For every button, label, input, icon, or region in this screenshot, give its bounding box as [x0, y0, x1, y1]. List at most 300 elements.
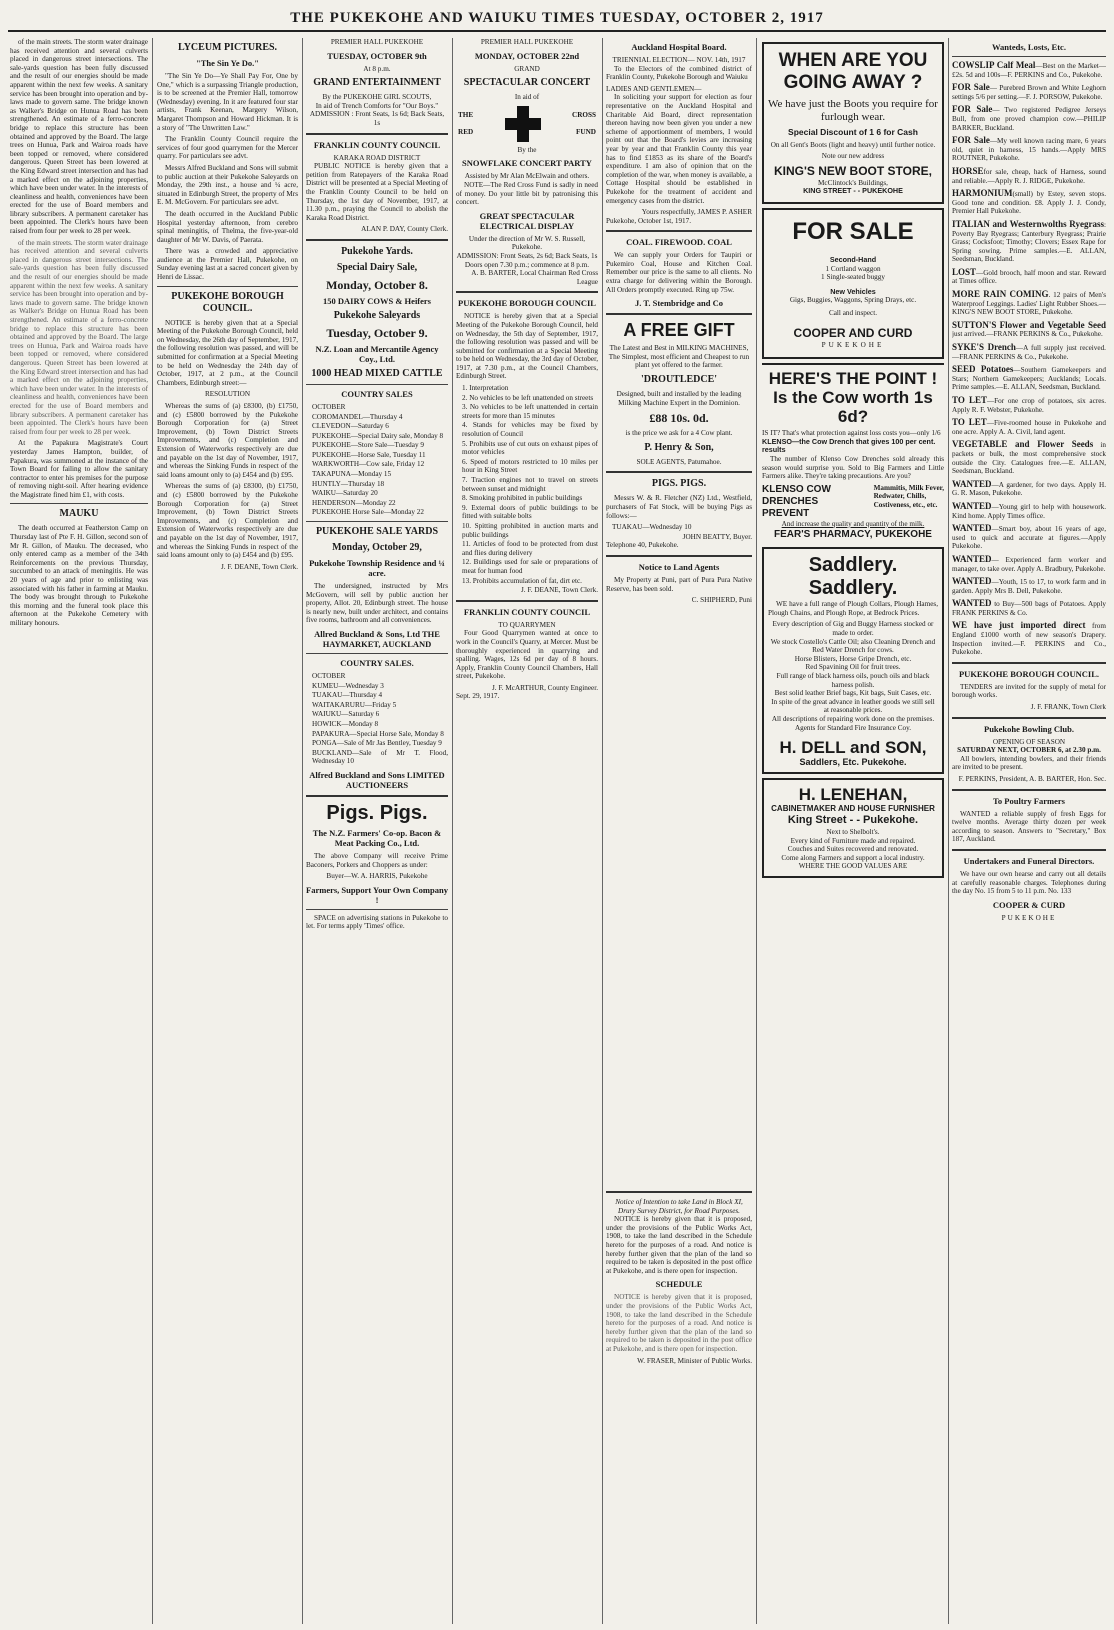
classified-title: ITALIAN and Westernwolths Ryegrass [952, 218, 1104, 229]
classified-title: LOST [952, 266, 977, 277]
section-heading: PUKEKOHE BOROUGH COUNCIL [458, 298, 596, 309]
divider [456, 291, 598, 293]
signature: A. B. BARTER, Local Chairman Red Cross League [471, 269, 598, 286]
ad-subheading: We have just the Boots you require for furlough wear. [768, 98, 938, 123]
price: £88 10s. 0d. [649, 411, 709, 426]
classified-title: HARMONIUM [952, 188, 1013, 199]
ad-line: Red Spavining Oil for fruit trees. [805, 663, 901, 672]
hall-line: PREMIER HALL PUKEKOHE [330, 38, 424, 46]
ad-line: Note our new address [821, 152, 885, 161]
classified-text: —A full supply just received.—FRANK PERKINS & Co., Pukekohe. [952, 344, 1106, 361]
column-1 [10, 38, 148, 1624]
firm-name: FEAR'S PHARMACY, PUKEKOHE [774, 529, 932, 541]
column-rule [152, 38, 153, 1624]
event-aid: In aid of [514, 93, 540, 102]
list-item: Mammitis, Milk Fever, [873, 483, 944, 492]
pigs-heading: Pigs. Pigs. [326, 801, 428, 824]
divider [606, 1191, 752, 1193]
divider [606, 471, 752, 473]
firm-name: P. Henry & Son, [644, 441, 714, 453]
classified-text: —A gardener, for two days. Apply H. G. R. Mason, Pukekohe. [952, 480, 1106, 498]
firm-street: King Street - - Pukekohe. [787, 814, 919, 827]
red-cross-word-the: THE [458, 111, 474, 120]
section-heading: LYCEUM PICTURES. [177, 42, 278, 53]
divider [456, 600, 598, 602]
list-item: HOWICK—Monday 8 [312, 719, 379, 728]
classified-item [952, 83, 1106, 101]
notice-text: All bowlers, intending bowlers, and their friends are invited to be present. [952, 754, 1106, 772]
list-item: 9. External doors of public buildings to be fitted with suitable bolts [462, 503, 598, 521]
article-paragraph: Whereas the sums of (a) £8300, (b) £1750, and (c) £5800 borrowed by the Pukekohe Borough Corporation for (a) Street Improvement, (b) Town District Streets Improvements, and (c) Completion and Extension of Waterworks respectively are due and payable on the 1st day of November, 1917, and whereas the Sinking Funds in respect of the said loans amount only to (a) £454 and (b) £95. [157, 482, 298, 560]
column-rule [602, 38, 603, 1624]
list-item: HENDERSON—Monday 22 [312, 498, 396, 507]
section-heading: To Poultry Farmers [993, 795, 1065, 806]
red-cross-block [458, 106, 596, 142]
store-sub: McClintock's Buildings, [818, 178, 888, 187]
list-item: 7. Traction engines not to travel on streets between sunset and midnight [462, 476, 598, 493]
divider [952, 849, 1106, 851]
article-paragraph: of the main streets. The storm water drainage has received attention and several culverts placed in dangerous street intersections. The sale-yards question has been fully discussed and the result of our energies should be made apparent within the next few weeks. A sanitary service has been brought into operation and by-laws made to govern same. The bridge known as Walker's Bridge on Hunua Road has been strengthened. An estimate of a ferro-concrete bridge to replace this structure has been obtained and approved by the Board. The large trees on Hunua, Park and Wairoa roads have been topped or removed, where considered dangerous. Queen Street has been lowered at the King Edward street intersection and has had a marked effect on the adjoining properties, which have been under water. In the interests of cleanliness and health, conveniences have been erected for the use of Board members and library subscribers. A permanent caretaker has been appointed. The Clerk's hours have been raised from four per week to 28 per week. [10, 238, 148, 436]
list-item: 11. Articles of food to be protected from dust and flies during delivery [462, 540, 598, 557]
signature: J. F. McARTHUR, County Engineer. [491, 683, 598, 692]
firm-name: J. T. Stembridge and Co [634, 298, 723, 309]
column-3 [306, 38, 448, 1624]
event-date: SATURDAY NEXT, OCTOBER 6, at 2.30 p.m. [957, 746, 1101, 755]
classified-text: —Smart boy, about 16 years of age, used to quick and accurate at figures.—Apply Pukekohe. [952, 525, 1106, 551]
section-heading: Notice to Land Agents [638, 561, 720, 572]
section-heading: Pukekohe Bowling Club. [984, 723, 1074, 734]
section-heading: FRANKLIN COUNTY COUNCIL [463, 606, 591, 617]
ad-line: Every kind of Furniture made and repaired. [790, 836, 916, 845]
firm-sub: Saddlers, Etc. Pukekohe. [799, 757, 907, 768]
classified-title: VEGETABLE and Flower Seeds [952, 439, 1094, 450]
sale-heading: Special Dairy Sale, [336, 261, 418, 273]
classified-item [952, 555, 1106, 573]
ad-line: Gigs, Buggies, Waggons, Spring Drays, etc. [789, 296, 917, 305]
section-subheading: TRIENNIAL ELECTION— NOV. 14th, 1917 [612, 56, 746, 64]
section-heading: COUNTRY SALES. [340, 658, 414, 668]
classified-text: . 12 pairs of Men's Waterproof Leggings. Ladies' Light Rubber Shoes.—KING'S NEW BOOT STORE, Pukekohe. [952, 291, 1106, 317]
list-item: TAKAPUNA—Monday 15 [312, 470, 392, 479]
firm-town: PUKEKOHE [1001, 913, 1057, 922]
classified-title: WANTED [952, 478, 992, 489]
ad-line: In spite of the great advance in leather goods we still sell at reasonable prices. [771, 697, 935, 715]
notice-text: In soliciting your support for election as four representative on the Auckland Hospital and Charitable Aid Board, direct representation thereon having now been given you under a new scheme of apportionment of members, I would point out that the Board's levies are increasing year by year and that Franklin County this year has to find £1853 as its share of the Board's expenditure. I am also of opinion that on the completion of the war, when money is available, a Cottage Hospital should be established in Pukekohe for the treatment of accident and emergency cases from the district. [606, 93, 752, 205]
classified-title: FOR Sale [952, 82, 990, 93]
article-paragraph: There was a crowded and appreciative audience at the Premier Hall, Pukekohe, on Sunday evening last at a sacred concert given by Henri de Lissac. [157, 247, 298, 282]
red-cross-word-red: RED [458, 127, 474, 136]
list-item: TUAKAU—Thursday 4 [312, 691, 383, 700]
red-cross-word-cross: CROSS [572, 111, 596, 120]
sale-date: Monday, October 8. [326, 277, 428, 292]
list-item: BUCKLAND—Sale of Mr T. Flood, Wednesday 10 [312, 748, 448, 766]
column-rule [302, 38, 303, 1624]
list-item: WAITAKARURU—Friday 5 [312, 700, 397, 709]
list-item: 3. No vehicles to be left unattended in certain streets for more than 15 minutes [462, 403, 598, 420]
classified-item [952, 105, 1106, 132]
list-item: HUNTLY—Thursday 18 [312, 479, 385, 488]
classified-title: COWSLIP Calf Meal [952, 60, 1036, 70]
boots-ad [762, 42, 944, 204]
store-name: KING'S NEW BOOT STORE, [774, 163, 932, 178]
public-works-notice [606, 1186, 752, 1624]
notice-date: Pukekohe, October 1st, 1917. [606, 216, 692, 225]
firm-town: PUKEKOHE [821, 340, 885, 349]
ad-line: And increase the quality and quantity of the milk. [781, 519, 925, 528]
classified-title: FOR Sale [952, 104, 993, 115]
section-subheading: "The Sin Ye Do." [196, 58, 259, 68]
firm-sub: CABINETMAKER AND HOUSE FURNISHER [771, 803, 935, 813]
ad-line: Full range of black harness oils, pouch oils and black harness polish. [776, 672, 930, 689]
classified-item [952, 268, 1106, 286]
list-item: PUKEKOHE—Horse Sale, Tuesday 11 [312, 450, 426, 459]
saddlery-ad [762, 547, 944, 774]
store-street: KING STREET - - PUKEKOHE [803, 186, 903, 196]
firm-name: N.Z. Loan and Mercantile Agency Coy., Ltd. [315, 343, 439, 364]
section-subheading: OPENING OF SEASON [992, 737, 1066, 746]
classified-title: WANTED [952, 523, 992, 534]
ad-line: Horse Blisters, Horse Gripe Drench, etc. [794, 654, 912, 663]
event-aid: In aid of Trench Comforts for "Our Boys." [315, 101, 439, 110]
classified-item [952, 189, 1106, 216]
firm-name: The N.Z. Farmers' Co-op. Bacon & Meat Packing Co., Ltd. [312, 827, 442, 848]
divider [952, 662, 1106, 664]
list-item: PUKEKOHE—Store Sale—Tuesday 9 [312, 441, 424, 450]
notice-text: TENDERS are invited for the supply of metal for borough works. [952, 682, 1106, 700]
divider [306, 521, 448, 522]
classified-text: —Southern Gamekeepers and Stars; Northern Gamekeepers; Aucklands; Locals. Prime samples.—E. ALLAN, Seedsman, Buckland. [952, 366, 1106, 392]
classified-item [952, 577, 1106, 595]
ad-heading: Saddlery. Saddlery. [808, 554, 898, 600]
classified-item [952, 418, 1106, 436]
list-item: PUKEKOHE Horse Sale—Monday 22 [312, 508, 424, 517]
ad-line: Agents for Standard Fire Insurance Coy. [794, 723, 912, 732]
section-heading: PIGS. PIGS. [651, 478, 707, 490]
ad-line: On all Gent's Boots (light and heavy) until further notice. [770, 140, 936, 149]
section-heading: Undertakers and Funeral Directors. [963, 855, 1095, 866]
classified-title: FOR Sale [952, 135, 990, 146]
list-item: PONGA—Sale of Mr Jas Bentley, Tuesday 9 [312, 739, 442, 748]
section-heading: Pukekohe Saleyards [333, 309, 421, 321]
article-paragraph: The death occurred at Featherston Camp on Thursday last of Pte F. H. Gillon, second son of Mr R. Gillon, of Mauku. The deceased, who only entered camp as a member of the 34th Reinforcements on the previous Thursday, succumbed to an attack of meningitis. He was 20 years of age and prior to enlisting was associated with his father in farming at Mauku. The body was brought through to Pukekohe this morning and the funeral took place this afternoon at the Pukekohe Cemetery with military honours. [10, 524, 148, 627]
notice-text: SPACE on advertising stations in Pukekohe to let. For terms apply 'Times' office. [306, 913, 448, 931]
firm-name: COOPER & CURD [992, 899, 1066, 910]
event-admission: ADMISSION: Front Seats, 2s 6d; Back Seats, 1s [456, 251, 598, 260]
classified-text: —Best on the Market—£2s. 5d and 100s—F. PERKINS and Co., Pukekohe. [952, 62, 1106, 79]
notice-date: Sept. 29, 1917. [456, 692, 500, 701]
classified-text: —Five-roomed house in Pukekohe and one acre. Apply A. A. Civil, land agent. [952, 419, 1106, 436]
section-heading: PUKEKOHE SALE YARDS [315, 526, 439, 538]
classified-text: to Buy—500 bags of Potatoes. Apply FRANK PERKINS & Co. [952, 600, 1106, 617]
agent-line: Buyer—W. A. HARRIS, Pukekohe [326, 872, 428, 881]
section-heading: Pukekohe Yards. [341, 245, 413, 257]
event-title: SPECTACULAR CONCERT [463, 77, 591, 89]
notice-text: NOTE—The Red Cross Fund is sadly in need of money. Do your little bit by patronising this concert. [456, 180, 598, 207]
classified-text: : Poverty Bay Ryegrass; Canterbury Ryegrass; Prairie Grass; Cocksfoot; Timothy; Clovers; Essex Rape for Spring sowing. Prime samples.—E. ALLAN, Seedsman, Buckland. [952, 220, 1106, 264]
lenehan-ad [762, 778, 944, 878]
ad-line: 1 Cortland waggon [825, 264, 881, 273]
section-heading: COUNTRY SALES [341, 388, 413, 399]
list-item: WAIKU—Saturday 20 [312, 489, 378, 498]
ad-line: Special Discount of 1 6 for Cash [788, 127, 918, 137]
classified-title: WANTED [952, 576, 992, 587]
sale-line: 150 DAIRY COWS & Heifers [323, 295, 431, 306]
section-heading: Wanteds, Losts, Etc. [992, 42, 1066, 52]
section-heading: PUKEKOHE BOROUGH COUNCIL. [171, 290, 284, 314]
column-7 [952, 38, 1106, 1624]
ad-line: Call and inspect. [828, 308, 878, 317]
firm-sub: SOLE AGENTS, Patumahoe. [636, 457, 722, 466]
ad-line: KLENSO—the Cow Drench that gives 100 per cent. results [762, 436, 936, 455]
sale-date: Monday, October 29, [332, 542, 422, 554]
signature: J. F. DEANE, Town Clerk. [220, 562, 298, 571]
divider [306, 239, 448, 241]
classified-text: —My well known racing mare, 6 years old, quiet in harness, 15 hands.—Apply MRS ROUTNER, Pukekohe. [952, 137, 1106, 163]
list-item: PAPAKURA—Special Horse Sale, Monday 8 [312, 729, 444, 738]
divider [606, 313, 752, 315]
ad-line: WHERE THE GOOD VALUES ARE [798, 862, 908, 871]
classified-item [952, 220, 1106, 264]
event-display: GREAT SPECTACULAR ELECTRICAL DISPLAY [479, 210, 575, 231]
phone-line: Telephone 40, Pukekohe. [606, 541, 679, 550]
section-subheading: TO QUARRYMEN [498, 620, 556, 629]
firm-name: H. LENEHAN, [798, 784, 908, 804]
column-4 [456, 38, 598, 1624]
ad-line: Next to Shelbolt's. [826, 827, 880, 836]
ad-heading: HERE'S THE POINT ! [768, 369, 938, 389]
classified-title: TO LET [952, 395, 987, 405]
classified-title: SUTTON'S Flower and Vegetable Seed [952, 319, 1106, 330]
list-item: 8. Smoking prohibited in public buildings [462, 494, 583, 503]
classified-item [952, 524, 1106, 551]
signature: J. F. FRANK, Town Clerk [1030, 703, 1106, 712]
red-cross-word-fund: FUND [576, 127, 596, 136]
sale-line: Pukekohe Township Residence and ¼ acre. [309, 558, 445, 579]
signature: W. FRASER, Minister of Public Works. [637, 1356, 752, 1365]
notice-text: Four Good Quarrymen wanted at once to work in the Council's Quarry, at Mercer. Must be thoroughly experienced in quarrying and spalling. Wages, 12s 6d per day of 8 hours. Apply, Franklin County Council Chambers, Hall street, Pukekohe. [456, 629, 598, 681]
ad-line: Couches and Suites recovered and renovated. [787, 845, 919, 854]
ad-line: 1 Single-seated buggy [821, 273, 885, 282]
column-2 [157, 38, 298, 1624]
for-sale-ad [762, 208, 944, 359]
list-item: 1. Interpretation [462, 384, 509, 393]
divider [306, 133, 448, 135]
classified-text: — Two registered Pedigree Jerseys Bull, from one proved champion cow.—PHILIP BARKER, Buckland. [952, 106, 1106, 132]
article-paragraph: At the Papakura Magistrate's Court yesterday James Hampton, builder, of Papakura, was summoned at the instance of the Town Board for failing to allow the sanitary contractor to enter his premises for the purpose of removing night-soil. After hearing evidence the Magistrate fined him £1, with costs. [10, 439, 148, 499]
sale-date: Tuesday, October 9. [326, 325, 428, 340]
classified-title: MORE RAIN COMING [952, 289, 1049, 300]
notice-text: Messrs W. & R. Fletcher (NZ) Ltd., Westfield, purchasers of Fat Stock, will be buying Pigs as follows:— [606, 494, 752, 520]
section-heading: Auckland Hospital Board. [631, 42, 727, 52]
classified-text: —Gold brooch, half moon and star. Reward at Times office. [952, 268, 1106, 286]
event-assisted: Assisted by Mr Alan McElwain and others. [464, 172, 590, 181]
notice-text: The Latest and Best in MILKING MACHINES, The Simplest, most efficient and Cheapest to run plant yet offered to the farmer. [608, 344, 750, 370]
list-item: PUKEKOHE—Special Dairy sale, Monday 8 [312, 431, 444, 440]
list-item: 13. Prohibits accumulation of fat, dirt etc. [462, 576, 582, 585]
divider [306, 653, 448, 654]
divider [157, 286, 298, 287]
classified-title: WANTED [952, 598, 992, 609]
classified-title: SYKE'S Drench [952, 342, 1016, 353]
firm-name: COOPER AND CURD [793, 325, 913, 340]
divider [606, 555, 752, 557]
ad-heading: FOR SALE [792, 217, 914, 245]
ad-line: Best solid leather Brief bags, Kit bags, Suit Cases, etc. [774, 689, 932, 698]
classified-title: WANTED [952, 500, 992, 511]
classified-title: WE have just imported direct [952, 620, 1086, 631]
event-title: GRAND ENTERTAINMENT [313, 77, 441, 89]
firm-name: Alfred Buckland and Sons LIMITED AUCTIONEERS [309, 769, 445, 790]
event-date: MONDAY, OCTOBER 22nd [474, 50, 580, 61]
column-rule [948, 38, 949, 1624]
notice-text: To the Electors of the combined district of Franklin County, Pukekohe Borough and Waiuku [606, 64, 752, 82]
classified-title: SEED Potatoes [952, 364, 1014, 375]
notice-text: NOTICE is hereby given that it is proposed, under the provisions of the Public Works Act, 1908, to take the land described in the Schedule hereto for the purposes of a road. And notice is hereby further given that the plan of the land so required to be taken is deposited in the post office at Pukekohe, and is there open for inspection. [606, 1215, 752, 1275]
section-heading: MAUKU [59, 508, 99, 520]
wanteds-list [952, 61, 1106, 657]
signature: F. PERKINS, President, A. B. BARTER, Hon. Sec. [958, 775, 1106, 783]
classified-text: — Purebred Brown and White Leghorn settings 5/6 per setting.—F. J. PORSOW, Pukekohe. [952, 84, 1106, 101]
classified-title: TO LET [952, 417, 987, 428]
article-paragraph: The Franklin County Council require the services of four good quarrymen for the Mercer quarry. For particulars see advt. [157, 135, 298, 161]
divider [606, 230, 752, 232]
ad-line: Every description of Gig and Buggy Harness stocked or made to order. [772, 620, 934, 638]
list-item: WARKWORTH—Cow sale, Friday 12 [312, 460, 425, 469]
list-item: 5. Prohibits use of cut outs on exhaust pipes of motor vehicles [462, 439, 598, 457]
signature: JOHN BEATTY, Buyer. [682, 532, 752, 541]
signature: Yours respectfully, JAMES P. ASHER [641, 208, 752, 217]
classified-text: just arrived.—FRANK PERKINS & Co., Pukekohe. [952, 330, 1103, 339]
section-heading: Notice of Intention to take Land in Block XI, Drury Survey District, for Road Purposes. [615, 1198, 743, 1215]
resolution-heading: RESOLUTION [204, 390, 251, 399]
article-paragraph: NOTICE is hereby given that at a Special Meeting of the Pukekohe Borough Council, held on Wednesday, the 26th day of September, 1917, the following resolution was passed, and will be submitted for confirmation at a Special Meeting to be held on Wednesday the 24th day of October, 1917, at 2 p.m., at the Council Chambers, Edinburgh street:— [157, 318, 298, 387]
klenso-ad [762, 363, 944, 541]
ad-heading: A FREE GIFT [623, 320, 735, 341]
event-by: By the [517, 145, 537, 154]
section-heading: PUKEKOHE BOROUGH COUNCIL. [958, 668, 1100, 679]
column-5 [606, 38, 752, 1180]
notice-text: PUBLIC NOTICE is hereby given that a petition from Ratepayers of the Karaka Road District will be presented at a Special Meeting of the Franklin County Council to be held on Thursday, the 1st day of November, 1917, at 11.30 p.m., praying the Council to abolish the Karaka Road District. [306, 162, 448, 222]
ad-line: All descriptions of repairing work done on the premises. [771, 715, 935, 723]
firm-name: H. DELL and SON, [779, 738, 927, 758]
article-paragraph: "The Sin Ye Do—Ye Shall Pay For, One by One," which is a surpassing Triangle production, is to be screened at the Premier Hall, tomorrow (Wednesday) evening. In it are featured four star artists, Frank Keenan, Margery Wilson, Margaret Thompson and Howard Hickman. It is a story of "The Unwritten Law." [157, 72, 298, 132]
classified-text: — Experienced farm worker and manager, to take over. Apply A. Bradbury, Pukekohe. [952, 555, 1106, 573]
list-item: COROMANDEL—Thursday 4 [312, 412, 403, 421]
ad-text: WE have a full range of Plough Collars, Plough Hames, Plough Chains, and Plough Rope, at Bedrock Prices. [768, 600, 938, 617]
notice-text: Designed, built and installed by the leading Milking Machine Expert in the Dominion. [616, 390, 742, 407]
event-admission: ADMISSION : Front Seats, 1s 6d; Back Seats, 1s [309, 110, 445, 127]
event-date: TUESDAY, OCTOBER 9th [327, 50, 427, 61]
red-cross-icon [505, 106, 541, 142]
classified-item [952, 365, 1106, 392]
masthead: THE PUKEKOHE AND WAIUKU TIMES TUESDAY, OCTOBER 2, 1917 [8, 6, 1106, 32]
ad-heading: Is the Cow worth 1s 6d? [773, 388, 933, 427]
firm-name: Allred Buckland & Sons, Ltd THE HAYMARKET, AUCKLAND [314, 629, 440, 649]
classified-title: WANTED [952, 553, 992, 564]
list-item: 4. Stands for vehicles may be fixed by resolution of Council [462, 421, 598, 439]
list-item: TUAKAU—Wednesday 10 [612, 523, 692, 532]
event-doors: Doors open 7.30 p.m.; commence at 8 p.m. [464, 260, 590, 269]
schedule-heading: SCHEDULE [655, 1279, 703, 1290]
signature: C. SHIPHERD, Puni [691, 596, 752, 605]
classified-text: from England £1000 worth of new season's Drapery. Inspection invited.—F. PERKINS and Co., Pukekohe. [952, 622, 1106, 657]
ad-line: Second-Hand [829, 254, 877, 264]
article-paragraph: Whereas the sums of (a) £8300, (b) £1750, and (c) £5800 borrowed by the Pukekohe Borough Corporation for (a) Street Improvement, (b) Town District Streets Improvements, and (c) Completion and Extension of Waterworks respectively are due and payable on the 1st day of November, 1917, and whereas the Sinking Funds in respect of the said loans amount only to (a) £454 and (b) £95. [157, 402, 298, 479]
list-item: OCTOBER [312, 672, 346, 680]
divider [306, 909, 448, 910]
slogan: Farmers, Support Your Own Company ! [306, 884, 448, 905]
article-paragraph: The death occurred in the Auckland Public Hospital yesterday afternoon, from cerebro spinal meningitis, of Thelma, the five-year-old daughter of Mr W. Davis, of Paerata. [157, 209, 298, 244]
event-by: By the PUKEKOHE GIRL SCOUTS, [322, 93, 432, 102]
list-item: OCTOBER [312, 402, 346, 411]
classified-item [952, 167, 1106, 185]
classified-item [952, 480, 1106, 498]
classified-item [952, 502, 1106, 520]
classified-item [952, 61, 1106, 79]
divider [952, 789, 1106, 791]
classified-item [952, 621, 1106, 656]
list-item: Redwater, Chills, [873, 492, 927, 501]
classified-title: HORSE [952, 165, 984, 176]
classified-text: for sale, cheap, hack of Harness, sound and reliable.—Apply R. J. RIDGE, Pukekohe. [952, 167, 1106, 185]
salutation: LADIES AND GENTLEMEN— [606, 84, 702, 93]
product-name: KLENSO COW DRENCHES PREVENT [762, 483, 831, 519]
ad-line: IS IT? That's what protection against loss costs you—only 1/6 [762, 429, 941, 438]
product-name: 'DROUTLEDCE' [640, 374, 718, 386]
classified-item [952, 321, 1106, 339]
event-time: At 8 p.m. [363, 64, 391, 73]
article-paragraph: of the main streets. The storm water drainage has received attention and several culverts placed in dangerous street intersections. The sale-yards question has been fully discussed and the result of our energies should be made apparent within the next few weeks. A sanitary service has been brought into operation and by-laws made to govern same. The bridge known as Walker's Bridge on Hunua Road has been strengthened. An estimate of a ferro-concrete bridge to replace this structure has been obtained and approved by the Board. The large trees on Hunua, Park and Wairoa roads have been topped or removed, where considered dangerous. Queen Street has been lowered at the King Edward street intersection and has had a marked effect on the adjoining properties, which have been under water. In the interests of cleanliness and health, conveniences have been erected for the use of Board members and library subscribers. A permanent caretaker has been appointed. The Clerk's hours have been raised from four per week to 28 per week. [10, 38, 148, 236]
divider [10, 503, 148, 504]
divider [952, 56, 1106, 57]
event-direction: Under the direction of Mr W. S. Russell, Pukekohe. [468, 234, 586, 252]
classified-item [952, 343, 1106, 361]
event-grand: GRAND [514, 64, 540, 73]
notice-text: The undersigned, instructed by Mrs McGovern, will sell by public auction her property, Allot. 20, Edinburgh street. The house is nearly new, built under architect, and contains five rooms, bathroom and all conveniences. [306, 582, 448, 625]
sale-line: 1000 HEAD MIXED CATTLE [311, 367, 443, 379]
article-paragraph: Messrs Alfred Buckland and Sons will submit to public auction at their Pukekohe Saleyards on Monday, the 29th inst., a house and ¼ acre, situated in Edinburgh Street, the property of Mrs E. M. McGovern. For particulars see advt. [157, 163, 298, 207]
column-6 [762, 38, 944, 1624]
divider [952, 717, 1106, 719]
classified-item [952, 136, 1106, 163]
signature: J. F. DEANE, Town Clerk. [520, 586, 598, 595]
hall-line: PREMIER HALL PUKEKOHE [480, 38, 574, 46]
classified-text: —For one crop of potatoes, six acres. Apply R. F. Webster, Pukekohe. [952, 397, 1106, 414]
notice-text: We can supply your Orders for Taupiri or Pukemiro Coal, House and Kitchen Coal. Remember our price is the same to all clients. No extra charge for delivering within the Borough. All Orders promptly executed. Ring up 75w. [606, 251, 752, 294]
notice-text: The above Company will receive Prime Baconers, Porkers and Choppers as under: [306, 851, 448, 869]
klenso-block [762, 484, 944, 520]
classified-text: (small) by Estey, seven stops. Good tone and condition. £8. Apply J. J. Condy, Premier Hall Pukekohe. [952, 190, 1106, 216]
notice-text: NOTICE is hereby given that it is proposed, under the provisions of the Public Works Act, 1908, to take the land described in the Schedule hereto for the purposes of a road. And notice is hereby further given that the plan of the land so required to be taken is deposited in the post office at Pukekohe, and is there open for inspection. [606, 1293, 752, 1353]
classified-item [952, 396, 1106, 414]
list-item: KUMEU—Wednesday 3 [312, 681, 384, 690]
list-item: 6. Speed of motors restricted to 10 miles per hour in King Street [462, 457, 598, 475]
list-item: 10. Spitting prohibited in auction marts and public buildings [462, 521, 598, 539]
notice-text: We have our own hearse and carry out all details at carefully reasonable charges. Telephones during the day No. 15 from 5 to 11 p.m. No. 133 [952, 869, 1106, 896]
section-subheading: KARAKA ROAD DISTRICT [333, 153, 421, 162]
column-rule [756, 38, 757, 1624]
section-heading: FRANKLIN COUNTY COUNCIL [313, 139, 441, 150]
classified-text: in packets or bulk, the most comprehensive stock outside the City. Catalogues free.—E. ALLAN, Seedsman, Buckland. [952, 441, 1106, 476]
signature: ALAN P. DAY, County Clerk. [361, 225, 448, 234]
ad-heading: WHEN ARE YOU GOING AWAY ? [778, 50, 928, 93]
notice-text: My Property at Puni, part of Pura Pura Native Reserve, has been sold. [606, 575, 752, 593]
ad-line: Come along Farmers and support a local industry. [781, 853, 925, 862]
ad-line: We stock Costello's Cattle Oil; also Cleaning Drench and Red Water Drench for cows. [770, 637, 936, 655]
list-item: 2. No vehicles to be left unattended on streets [462, 393, 594, 402]
notice-text: NOTICE is hereby given that at a Special Meeting of the Pukekohe Borough Council, held on Wednesday, the 5th day of September, 1917, the following resolution was passed and will be submitted for confirmation at a Special Meeting to be held on Wednesday, the 3rd day of October, 1917, at 7.30 p.m., at the Council Chambers, Edinburgh Street. [456, 312, 598, 381]
price-sub: is the price we ask for a 4 Cow plant. [625, 429, 733, 438]
